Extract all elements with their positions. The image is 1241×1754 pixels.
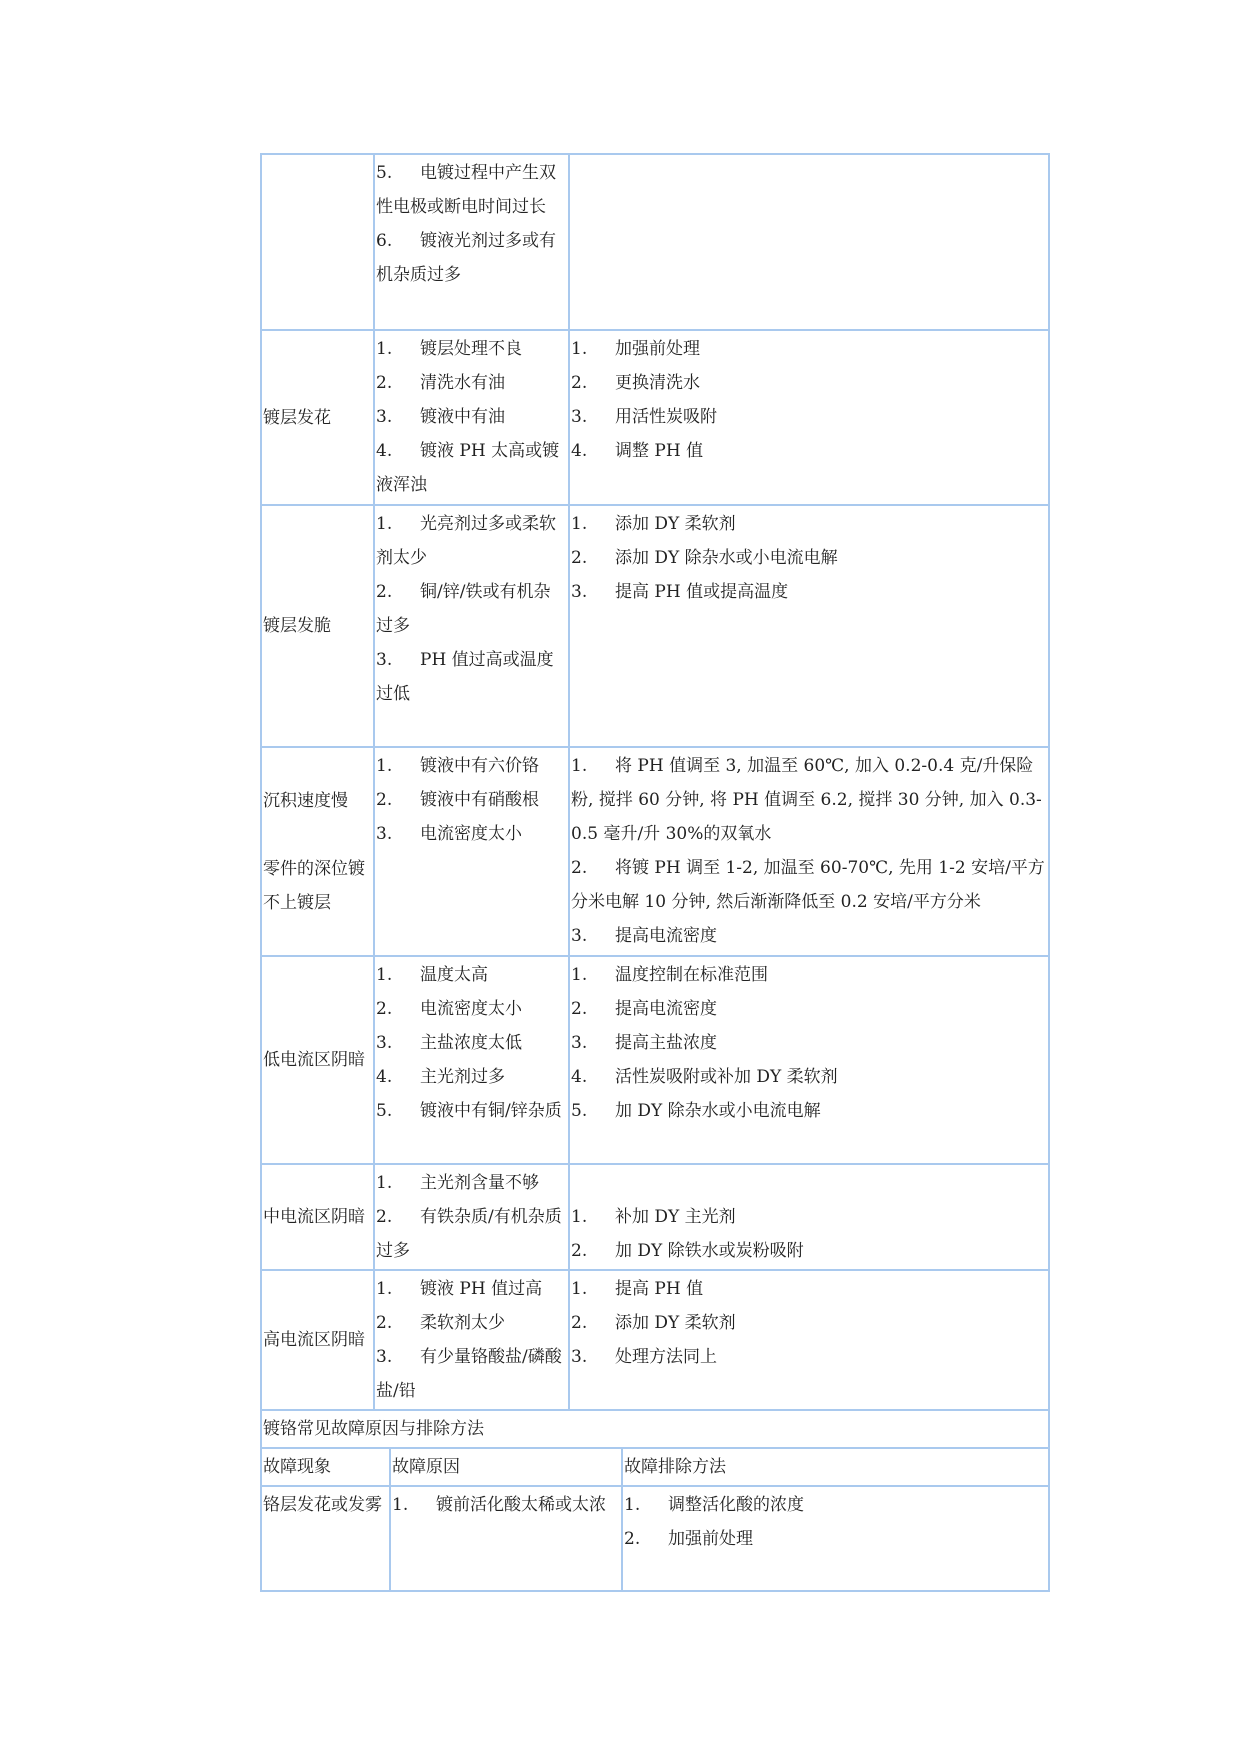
list-item: 3. 主盐浓度太低 xyxy=(376,1033,522,1053)
header-row xyxy=(261,1448,1049,1486)
list-item: 3. 提高电流密度 xyxy=(571,926,717,946)
list-item: 1. 镀液中有六价铬 xyxy=(376,756,539,776)
fault-table-chrome xyxy=(260,1409,1050,1592)
list-item: 2. 将镀 PH 调至 1-2, 加温至 60-70℃, 先用 1-2 安培/平方分米电解 10 分钟, 然后渐渐降低至 0.2 安培/平方分米 xyxy=(571,858,1045,912)
list-item: 2. 加 DY 除铁水或炭粉吸附 xyxy=(571,1241,804,1261)
symptom-cell: 高电流区阴暗 xyxy=(261,1270,374,1410)
section-title: 镀铬常见故障原因与排除方法 xyxy=(261,1410,1049,1448)
list-item: 1. 镀液 PH 值过高 xyxy=(376,1279,543,1299)
list-item: 1. 将 PH 值调至 3, 加温至 60℃, 加入 0.2-0.4 克/升保险粉, 搅拌 60 分钟, 将 PH 值调至 6.2, 搅拌 30 分钟, 加入 0.3-0.5 毫升/升 30%的双氧水 xyxy=(571,756,1042,844)
list-item: 2. 添加 DY 柔软剂 xyxy=(571,1313,736,1333)
list-item: 1. 光亮剂过多或柔软剂太少 xyxy=(376,514,556,568)
list-item: 2. 提高电流密度 xyxy=(571,999,717,1019)
list-item: 3. 镀液中有油 xyxy=(376,407,505,427)
list-item: 6. 镀液光剂过多或有机杂质过多 xyxy=(376,231,556,285)
list-item: 3. 处理方法同上 xyxy=(571,1347,717,1367)
list-item: 1. 添加 DY 柔软剂 xyxy=(571,514,736,534)
list-item: 1. 镀层处理不良 xyxy=(376,339,522,359)
list-item: 3. 用活性炭吸附 xyxy=(571,407,717,427)
table-row xyxy=(261,330,1049,505)
cause-cell xyxy=(374,747,569,956)
list-item: 2. 更换清洗水 xyxy=(571,373,700,393)
list-item: 2. 有铁杂质/有机杂质过多 xyxy=(376,1207,562,1261)
cause-cell xyxy=(374,1270,569,1410)
symptom-cell xyxy=(261,154,374,330)
symptom-text: 零件的深位镀不上镀层 xyxy=(263,858,365,913)
symptom-cell xyxy=(261,747,374,956)
list-item: 2. 加强前处理 xyxy=(624,1529,753,1549)
list-item: 3. 提高主盐浓度 xyxy=(571,1033,717,1053)
cause-cell xyxy=(374,1164,569,1270)
list-item: 1. 提高 PH 值 xyxy=(571,1279,704,1299)
symptom-cell: 低电流区阴暗 xyxy=(261,956,374,1164)
cause-cell xyxy=(374,956,569,1164)
list-item: 5. 电镀过程中产生双性电极或断电时间过长 xyxy=(376,163,556,217)
fix-cell xyxy=(569,1270,1049,1410)
table-row xyxy=(261,505,1049,747)
list-item: 2. 柔软剂太少 xyxy=(376,1313,505,1333)
table-row xyxy=(261,1270,1049,1410)
header-cause: 故障原因 xyxy=(390,1448,622,1486)
list-item: 2. 镀液中有硝酸根 xyxy=(376,790,539,810)
fix-cell xyxy=(622,1486,1049,1591)
fix-cell xyxy=(569,330,1049,505)
list-item: 1. 温度太高 xyxy=(376,965,488,985)
list-item: 3. 有少量铬酸盐/磷酸盐/铅 xyxy=(376,1347,562,1401)
list-item: 1. 调整活化酸的浓度 xyxy=(624,1495,804,1515)
list-item: 过多 xyxy=(376,616,410,636)
list-item: 3. 电流密度太小 xyxy=(376,824,522,844)
list-item: 1. 温度控制在标准范围 xyxy=(571,965,768,985)
cause-cell xyxy=(374,505,569,747)
list-item: 3. PH 值过高或温度过低 xyxy=(376,650,554,704)
symptom-cell: 铬层发花或发雾 xyxy=(261,1486,390,1591)
list-item: 2. 清洗水有油 xyxy=(376,373,505,393)
list-item: 3. 提高 PH 值或提高温度 xyxy=(571,582,789,602)
table-row xyxy=(261,1164,1049,1270)
header-phenomenon: 故障现象 xyxy=(261,1448,390,1486)
fix-cell xyxy=(569,505,1049,747)
list-item: 4. 调整 PH 值 xyxy=(571,441,704,461)
list-item: 2. 电流密度太小 xyxy=(376,999,522,1019)
table-row xyxy=(261,956,1049,1164)
list-item: 4. 活性炭吸附或补加 DY 柔软剂 xyxy=(571,1067,838,1087)
list-item: 5. 镀液中有铜/锌杂质 xyxy=(376,1101,562,1121)
symptom-cell: 镀层发脆 xyxy=(261,505,374,747)
list-item: 5. 加 DY 除杂水或小电流电解 xyxy=(571,1101,821,1121)
list-item: 4. 镀液 PH 太高或镀液浑浊 xyxy=(376,441,560,495)
list-item: 2. 添加 DY 除杂水或小电流电解 xyxy=(571,548,838,568)
document-page xyxy=(260,153,1048,1592)
list-item: 1. 加强前处理 xyxy=(571,339,700,359)
symptom-cell: 中电流区阴暗 xyxy=(261,1164,374,1270)
fix-cell xyxy=(569,956,1049,1164)
cause-cell xyxy=(374,330,569,505)
symptom-cell: 镀层发花 xyxy=(261,330,374,505)
list-item: 2. 铜/锌/铁或有机杂 xyxy=(376,582,551,602)
list-item: 1. 补加 DY 主光剂 xyxy=(571,1207,736,1227)
cause-cell xyxy=(374,154,569,330)
header-fix: 故障排除方法 xyxy=(622,1448,1049,1486)
section-title-row xyxy=(261,1410,1049,1448)
fault-table-nickel xyxy=(260,153,1050,1411)
cause-cell xyxy=(390,1486,622,1591)
list-item: 1. 镀前活化酸太稀或太浓 xyxy=(392,1495,606,1515)
list-item: 4. 主光剂过多 xyxy=(376,1067,505,1087)
fix-cell xyxy=(569,1164,1049,1270)
list-item: 1. 主光剂含量不够 xyxy=(376,1173,539,1193)
symptom-text: 沉积速度慢 xyxy=(263,790,348,811)
fix-cell xyxy=(569,154,1049,330)
fix-cell xyxy=(569,747,1049,956)
table-row xyxy=(261,154,1049,330)
table-row xyxy=(261,1486,1049,1591)
table-row xyxy=(261,747,1049,956)
